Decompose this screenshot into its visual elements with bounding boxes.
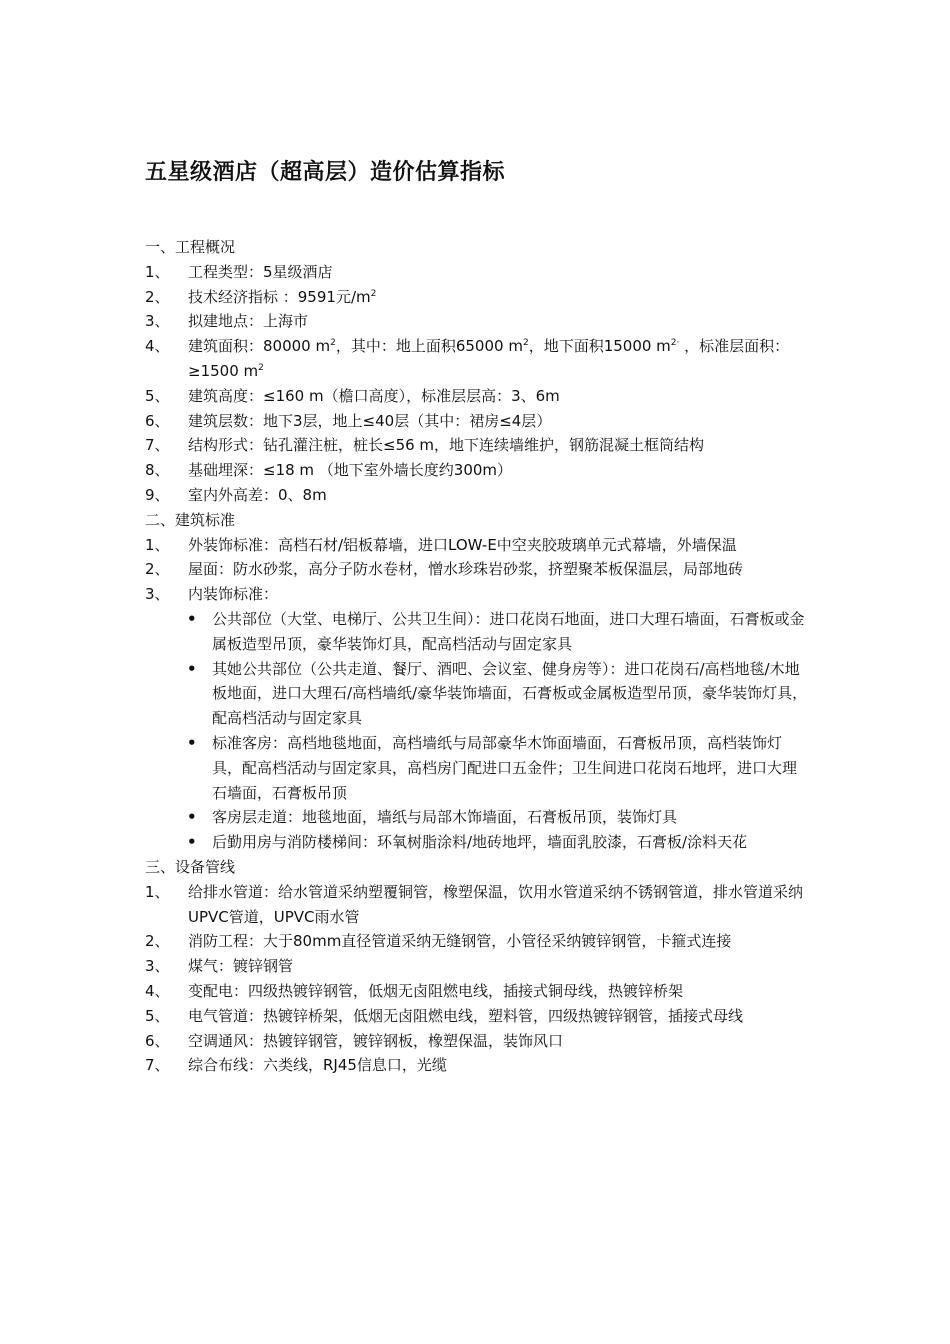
superscript: 2· xyxy=(670,338,680,349)
list-item xyxy=(145,458,810,483)
list-item xyxy=(145,409,810,434)
item-number: 2、 xyxy=(145,932,170,951)
item-number: 8、 xyxy=(145,461,170,480)
item-text: 消防工程：大于80mm直径管道采纳无缝钢管，小管径采纳镀锌钢管，卡箍式连接 xyxy=(188,932,732,951)
list-item xyxy=(145,582,810,607)
item-number: 3、 xyxy=(145,312,170,331)
bullet-text: 公共部位（大堂、电梯厅、公共卫生间）：进口花岗石地面，进口大理石墙面，石膏板或金属板造型吊顶，豪华装饰灯具，配高档活动与固定家具 xyxy=(212,609,805,653)
bullet-icon: • xyxy=(187,833,197,852)
item-number: 3、 xyxy=(145,585,170,604)
item-text: 拟建地点：上海市 xyxy=(188,312,309,331)
item-text: ，地下面积15000 m xyxy=(528,337,671,356)
section-heading-overview: 一、工程概况 xyxy=(145,238,236,256)
item-text: 变配电：四级热镀锌钢管，低烟无卤阻燃电线，插接式铜母线，热镀锌桥架 xyxy=(188,981,684,1000)
list-item xyxy=(145,880,810,930)
item-text: 空调通风：热镀锌钢管，镀锌钢板，橡塑保温，装饰风口 xyxy=(188,1031,564,1050)
item-number: 2、 xyxy=(145,560,170,579)
item-number: 2、 xyxy=(145,287,170,306)
bullet-text: 标准客房：高档地毯地面，高档墙纸与局部豪华木饰面墙面，石膏板吊顶，高档装饰灯具，配高档活动与固定家具，高档房门配进口五金件；卫生间进口花岗石地坪，进口大理石墙面，石膏板吊顶 xyxy=(212,733,798,802)
bullet-icon: • xyxy=(187,609,197,628)
bullet-icon: • xyxy=(187,808,197,827)
bullet-item xyxy=(145,657,810,731)
item-number: 6、 xyxy=(145,411,170,430)
item-number: 1、 xyxy=(145,535,170,554)
item-text: 建筑面积：80000 m xyxy=(188,337,331,356)
list-item xyxy=(145,557,810,582)
item-number: 1、 xyxy=(145,262,170,281)
item-text: 综合布线：六类线，RJ45信息口，光缆 xyxy=(188,1056,447,1075)
item-text: 建筑层数：地下3层，地上≤40层（其中：裙房≤4层） xyxy=(188,411,552,430)
superscript: 2 xyxy=(330,338,336,349)
bullet-item xyxy=(145,830,810,855)
item-text: 工程类型：5星级酒店 xyxy=(188,262,333,281)
item-number: 7、 xyxy=(145,436,170,455)
bullet-icon: • xyxy=(187,733,197,752)
item-number: 6、 xyxy=(145,1031,170,1050)
item-text: 煤气：镀锌钢管 xyxy=(188,957,294,976)
list-item xyxy=(145,1004,810,1029)
item-text: 室内外高差：0、8m xyxy=(188,485,327,504)
item-number: 4、 xyxy=(145,337,170,356)
list-item xyxy=(145,1053,810,1078)
list-item xyxy=(145,483,810,508)
bullet-item xyxy=(145,731,810,805)
item-number: 1、 xyxy=(145,882,170,901)
bullet-icon: • xyxy=(187,659,197,678)
list-item xyxy=(145,1029,810,1054)
list-item xyxy=(145,979,810,1004)
list-item xyxy=(145,285,810,310)
bullet-text: 其她公共部位（公共走道、餐厅、酒吧、会议室、健身房等）：进口花岗石/高档地毯/木地板地面，进口大理石/高档墙纸/豪华装饰墙面，石膏板或金属板造型吊顶，豪华装饰灯具，配高档活动与固定家具 xyxy=(212,659,808,728)
item-text: 建筑高度：≤160 m（檐口高度），标准层层高：3、6m xyxy=(188,386,560,405)
item-number: 5、 xyxy=(145,1006,170,1025)
item-text: 内装饰标准： xyxy=(188,585,279,604)
item-number: 7、 xyxy=(145,1056,170,1075)
item-text: 外装饰标准：高档石材/铝板幕墙，进口LOW-E中空夹胶玻璃单元式幕墙，外墙保温 xyxy=(188,535,737,554)
item-number: 5、 xyxy=(145,386,170,405)
bullet-text: 客房层走道：地毯地面，墙纸与局部木饰墙面，石膏板吊顶，装饰灯具 xyxy=(212,808,678,827)
superscript: 2 xyxy=(258,362,264,373)
section-heading-building-standard: 二、建筑标准 xyxy=(145,510,236,529)
bullet-item xyxy=(145,607,810,657)
superscript: 2 xyxy=(522,338,529,349)
list-item xyxy=(145,384,810,409)
item-number: 9、 xyxy=(145,485,170,504)
list-item xyxy=(145,533,810,558)
item-text: 结构形式：钻孔灌注桩，桩长≤56 m，地下连续墙维护，钢筋混凝土框筒结构 xyxy=(188,436,705,455)
item-text: ，标准层面积：≥1500 m xyxy=(188,337,790,380)
bullet-item xyxy=(145,805,810,830)
section-heading-equipment-pipelines: 三、设备管线 xyxy=(145,857,236,876)
list-item xyxy=(145,334,810,384)
list-item xyxy=(145,433,810,458)
bullet-text: 后勤用房与消防楼梯间：环氧树脂涂料/地砖地坪，墙面乳胶漆，石膏板/涂料天花 xyxy=(212,833,748,852)
item-text: 基础埋深：≤18 m （地下室外墙长度约300m） xyxy=(188,461,513,480)
item-text: 电气管道：热镀锌桥架，低烟无卤阻燃电线，塑料管，四级热镀锌钢管，插接式母线 xyxy=(188,1006,744,1025)
item-number: 4、 xyxy=(145,981,170,1000)
list-item xyxy=(145,309,810,334)
item-text: 技术经济指标 ：9591元/m xyxy=(188,287,371,306)
item-number: 3、 xyxy=(145,957,170,976)
list-item xyxy=(145,260,810,285)
item-text: ，其中：地上面积65000 m xyxy=(335,337,523,356)
document-body xyxy=(145,235,810,1078)
item-text: 给排水管道：给水管道采纳塑覆铜管，橡塑保温，饮用水管道采纳不锈钢管道，排水管道采纳UPVC管道，UPVC雨水管 xyxy=(188,882,804,926)
list-item xyxy=(145,954,810,979)
page-title: 五星级酒店（超高层）造价估算指标 xyxy=(145,160,506,185)
item-text: 屋面：防水砂浆，高分子防水卷材，憎水珍珠岩砂浆，挤塑聚苯板保温层，局部地砖 xyxy=(188,560,744,579)
superscript: 2 xyxy=(370,288,377,299)
list-item xyxy=(145,929,810,954)
